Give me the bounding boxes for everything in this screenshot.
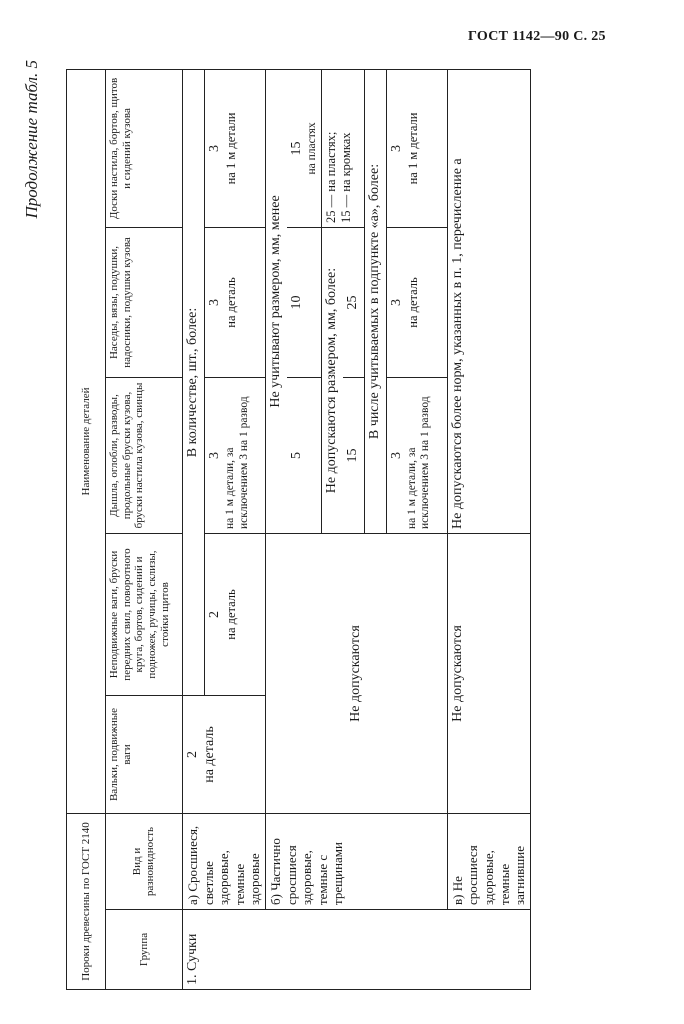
row-a-col3 — [204, 378, 265, 534]
header-defects-group: Пороки древесины по ГОСТ 2140 — [67, 814, 106, 990]
row-b-n1-col5-note: на пластях — [305, 122, 318, 175]
row-a-col3-num: 3 — [206, 452, 222, 459]
row-b-span2-text: Не допускаются размером, мм, более: — [322, 228, 343, 534]
row-b-n3-col3 — [386, 378, 447, 534]
row-b-n3-col4-num: 3 — [388, 299, 404, 306]
row-a-col5 — [204, 69, 265, 227]
header-type: Вид и разновидность — [106, 814, 183, 910]
row-a-col5-unit: на 1 м детали — [223, 112, 238, 185]
row-b-n3-col3-num: 3 — [388, 452, 404, 459]
header-col4: Наседы, вязы, подушки, надосники, подушки кузова — [106, 228, 183, 378]
row-b-n1-col5-value: 15 — [288, 141, 304, 156]
row-a-col4 — [204, 228, 265, 378]
row-b-n3-col4-unit: на деталь — [405, 277, 420, 328]
row-c-type: в) Не сросшиеся здоровые, темные загнившие — [447, 814, 530, 910]
row-a-col4-num: 3 — [206, 299, 222, 306]
rotated-table-block — [22, 50, 642, 990]
row-b-n2-col5-b: 15 — на кромках — [339, 132, 354, 223]
header-col2: Неподвижные ваги, бруски передних свил, поворотного круга, бортов, сидений и подножек, ручицы, склизы, стойки щитов — [106, 534, 183, 696]
row-b-n1-col3: 5 — [287, 378, 322, 534]
row-a-type: а) Сросшиеся, светлые здоровые, темные здоровые — [183, 814, 266, 910]
row-b-n3-col3-unit: на 1 м детали, за исключением 3 на 1 развод — [405, 396, 432, 529]
group-cell: 1. Сучки — [183, 910, 531, 990]
row-a-span-text: В количестве, шт., более: — [183, 69, 205, 695]
page-header: ГОСТ 1142—90 С. 25 — [468, 29, 606, 44]
row-b-span3-text: В числе учитываемых в подпункте «а», более: — [364, 69, 386, 533]
row-a-col1-num: 2 — [185, 751, 200, 758]
row-a-col2-unit: на деталь — [223, 589, 238, 640]
row-b-n3-col5-unit: на 1 м детали — [405, 112, 420, 185]
row-a-col3-unit: на 1 м детали, за исключением 3 на 1 развод — [223, 396, 250, 529]
header-col1: Вальки, подвижные ваги — [106, 696, 183, 814]
row-a-col4-unit: на деталь — [223, 277, 238, 328]
row-c-col12: Не допускаются — [447, 534, 530, 814]
header-row-1 — [67, 69, 106, 989]
defects-table — [66, 69, 531, 990]
row-a-col5-num: 3 — [206, 144, 222, 152]
header-group: Группа — [106, 910, 183, 990]
row-a-col2 — [204, 534, 265, 696]
row-b-n3-col4 — [386, 228, 447, 378]
row-b-n1-col4: 10 — [287, 228, 322, 378]
row-b-n2-col4: 25 — [343, 228, 364, 378]
row-b-n2-col3: 15 — [343, 378, 364, 534]
table-continuation-caption: Продолжение табл. 5 — [22, 60, 41, 219]
row-a-col1 — [183, 696, 266, 814]
row-b-col12: Не допускаются — [265, 534, 447, 814]
row-a-col1-unit: на деталь — [201, 726, 217, 783]
header-col5: Доски настила, бортов, щитов и сидений кузова — [106, 69, 183, 227]
row-b-type: б) Частично сросшиеся здоровые, темные с трещинами — [265, 814, 447, 910]
row-a-span — [183, 69, 205, 989]
row-b-n1-col5 — [287, 69, 322, 227]
row-b-n2-col5 — [322, 69, 365, 227]
row-c-span-text: Не допускаются более норм, указанных в п. 1, перечисление а — [447, 69, 530, 533]
row-c — [447, 69, 530, 989]
row-b-span-1 — [265, 69, 286, 989]
header-row-2 — [106, 69, 183, 989]
header-col3: Дышла, оглобли, разводы, продольные бруски кузова, бруски настила кузова, свинцы — [106, 378, 183, 534]
row-b-n3-col5 — [386, 69, 447, 227]
row-b-n2-col5-a: 25 — на пластях; — [324, 131, 339, 223]
row-a-col2-num: 2 — [206, 611, 222, 618]
row-b-span1-text: Не учитывают размером, мм, менее — [265, 69, 286, 533]
row-b-n3-col5-num: 3 — [388, 144, 404, 152]
header-parts-group: Наименование деталей — [67, 69, 106, 813]
